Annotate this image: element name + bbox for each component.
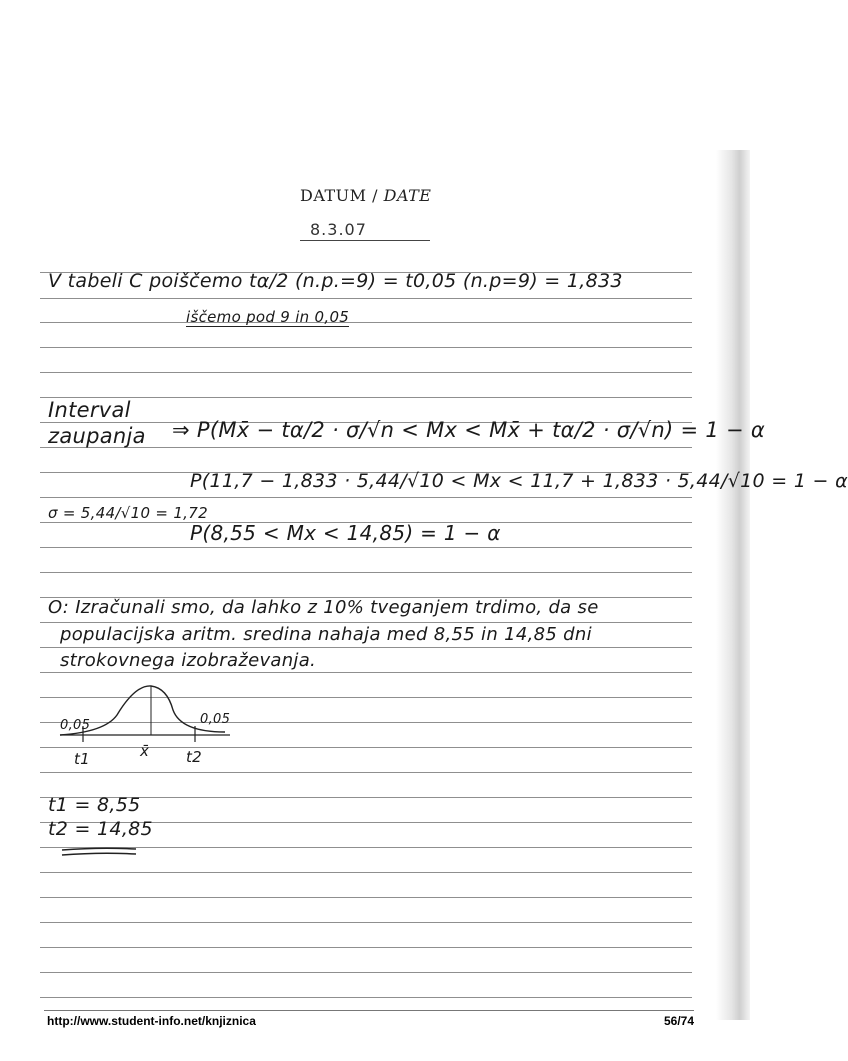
handwritten-line: O: Izračunali smo, da lahko z 10% tveganjem trdimo, da se [48,597,599,618]
handwritten-line: strokovnega izobraževanja. [60,650,317,671]
ruled-line [40,772,692,773]
ruled-line [40,872,692,873]
ruled-line [40,572,692,573]
ruled-line [40,372,692,373]
handwritten-line: t1 = 8,55 [48,794,141,816]
right-tail-label: 0,05 [200,712,231,727]
ruled-line [40,347,692,348]
handwritten-line: P(8,55 < Mx < 14,85) = 1 − α [190,521,501,545]
ruled-line [40,497,692,498]
ruled-line [40,947,692,948]
binding-edge [716,150,750,1020]
handwritten-line: V tabeli C poiščemo tα/2 (n.p.=9) = t0,05 (n.p=9) = 1,833 [48,270,623,292]
handwritten-line: zaupanja [48,424,146,448]
footer-url: http://www.student-info.net/knjiznica [47,1014,256,1028]
ruled-line [40,622,692,623]
ruled-line [40,922,692,923]
handwritten-line: σ = 5,44/√10 = 1,72 [48,504,208,522]
date-underline [300,240,430,241]
ruled-line [40,997,692,998]
date-header-label: DATUM / [300,186,379,205]
handwritten-line: populacijska aritm. sredina nahaja med 8,55 in 14,85 dni [60,624,592,645]
ruled-line [40,397,692,398]
handwritten-line: iščemo pod 9 in 0,05 [186,308,350,326]
date-value: 8.3.07 [310,220,367,239]
t1-label: t1 [74,750,91,768]
page-number: 56/74 [664,1014,695,1028]
mean-label: x̄ [140,742,150,760]
date-header [300,186,431,205]
ruled-line [40,322,692,323]
handwritten-line: Interval [48,398,131,422]
handwritten-line: ⇒ P(Mx̄ − tα/2 · σ/√n < Mx < Mx̄ + tα/2 · σ/√n) = 1 − α [172,418,765,442]
ruled-line [40,547,692,548]
ruled-line [40,298,692,299]
double-underline [60,846,140,858]
ruled-line [40,647,692,648]
date-header-italic: DATE [383,186,432,205]
ruled-line [40,972,692,973]
t2-label: t2 [186,748,203,766]
ruled-line [40,897,692,898]
ruled-line [40,672,692,673]
handwritten-line: P(11,7 − 1,833 · 5,44/√10 < Mx < 11,7 + 1,833 · 5,44/√10 = 1 − α [190,470,848,492]
handwritten-line: t2 = 14,85 [48,818,153,840]
left-tail-label: 0,05 [60,718,91,733]
footer-rule [44,1010,694,1011]
